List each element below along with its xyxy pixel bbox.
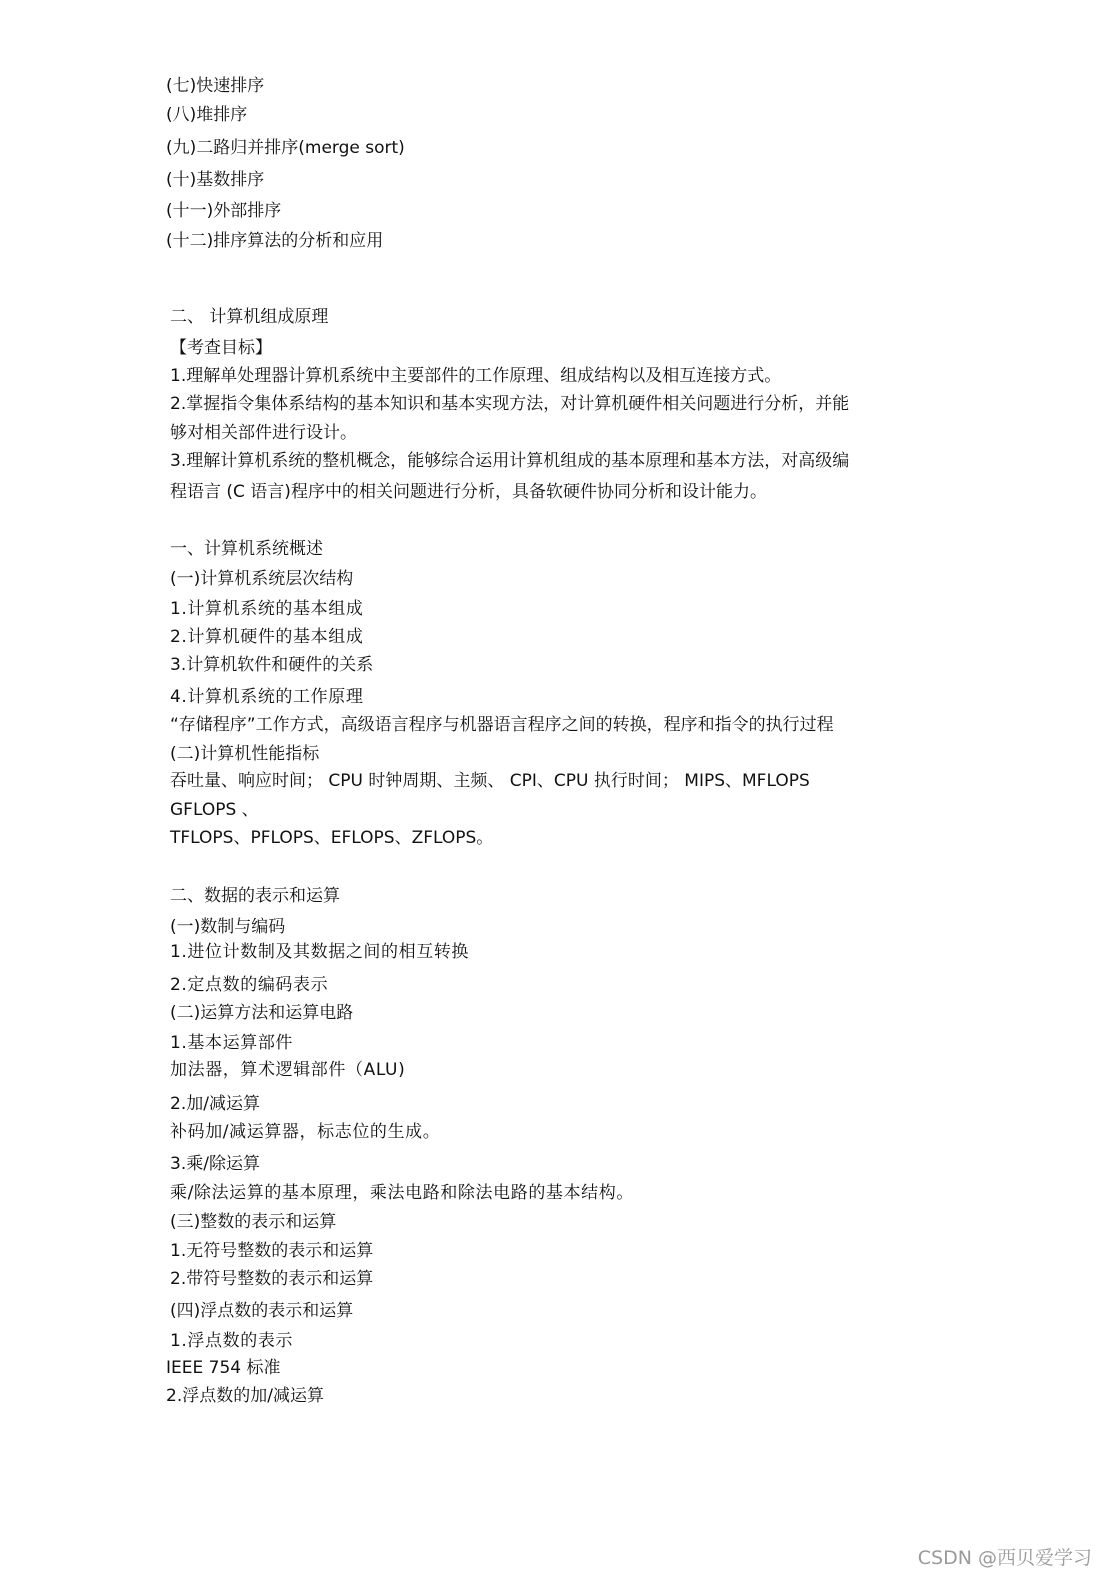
text-line: (二)计算机性能指标 bbox=[170, 744, 320, 764]
text-line: (八)堆排序 bbox=[166, 105, 248, 125]
text-line: IEEE 754 标准 bbox=[166, 1358, 281, 1378]
text-line: 2.浮点数的加/减运算 bbox=[166, 1386, 324, 1406]
text-line: (一)数制与编码 bbox=[170, 917, 286, 937]
text-line: 1.浮点数的表示 bbox=[170, 1331, 294, 1351]
text-line: 1.无符号整数的表示和运算 bbox=[170, 1241, 374, 1261]
text-line: 补码加/减运算器，标志位的生成。 bbox=[170, 1122, 441, 1142]
text-line: 2.加/减运算 bbox=[170, 1094, 260, 1114]
text-line: “存储程序”工作方式，高级语言程序与机器语言程序之间的转换，程序和指令的执行过程 bbox=[170, 715, 834, 735]
text-line: 2.掌握指令集体系结构的基本知识和基本实现方法，对计算机硬件相关问题进行分析，并能 bbox=[170, 394, 850, 414]
text-line: 2.计算机硬件的基本组成 bbox=[170, 627, 364, 647]
section-heading: 二、 计算机组成原理 bbox=[170, 307, 329, 327]
text-line: 2.带符号整数的表示和运算 bbox=[170, 1269, 374, 1289]
text-line: (十)基数排序 bbox=[166, 170, 265, 190]
text-line: (四)浮点数的表示和运算 bbox=[170, 1301, 354, 1321]
text-line: TFLOPS、PFLOPS、EFLOPS、ZFLOPS。 bbox=[170, 828, 494, 848]
text-line: (二)运算方法和运算电路 bbox=[170, 1003, 354, 1023]
text-line: (十一)外部排序 bbox=[166, 201, 282, 221]
text-line: 1.进位计数制及其数据之间的相互转换 bbox=[170, 942, 470, 962]
section-heading: 二、数据的表示和运算 bbox=[170, 886, 340, 906]
text-line: 3.理解计算机系统的整机概念，能够综合运用计算机组成的基本原理和基本方法，对高级编 bbox=[170, 451, 850, 471]
watermark: CSDN @西贝爱学习 bbox=[917, 1547, 1092, 1569]
text-line: 【考查目标】 bbox=[170, 338, 272, 358]
text-line: 1.计算机系统的基本组成 bbox=[170, 599, 364, 619]
text-line: 吞吐量、响应时间； CPU 时钟周期、主频、 CPI、CPU 执行时间； MIPS、MFLOPS bbox=[170, 771, 810, 791]
text-line: (三)整数的表示和运算 bbox=[170, 1212, 337, 1232]
text-line: 1.理解单处理器计算机系统中主要部件的工作原理、组成结构以及相互连接方式。 bbox=[170, 366, 782, 386]
text-line: 4.计算机系统的工作原理 bbox=[170, 687, 364, 707]
text-line: (七)快速排序 bbox=[166, 76, 265, 96]
text-line: 3.乘/除运算 bbox=[170, 1154, 260, 1174]
text-line: 够对相关部件进行设计。 bbox=[170, 423, 357, 443]
text-line: 加法器，算术逻辑部件（ALU) bbox=[170, 1060, 406, 1080]
text-line: 2.定点数的编码表示 bbox=[170, 975, 329, 995]
text-line: 1.基本运算部件 bbox=[170, 1033, 294, 1053]
text-line: 3.计算机软件和硬件的关系 bbox=[170, 655, 374, 675]
text-line: 乘/除法运算的基本原理，乘法电路和除法电路的基本结构。 bbox=[170, 1183, 634, 1203]
text-line: GFLOPS 、 bbox=[170, 800, 259, 820]
text-line: (一)计算机系统层次结构 bbox=[170, 569, 354, 589]
text-line: (九)二路归并排序(merge sort) bbox=[166, 138, 405, 158]
section-heading: 一、计算机系统概述 bbox=[170, 539, 323, 559]
text-line: (十二)排序算法的分析和应用 bbox=[166, 231, 384, 251]
text-line: 程语言 (C 语言)程序中的相关问题进行分析，具备软硬件协同分析和设计能力。 bbox=[170, 482, 767, 502]
